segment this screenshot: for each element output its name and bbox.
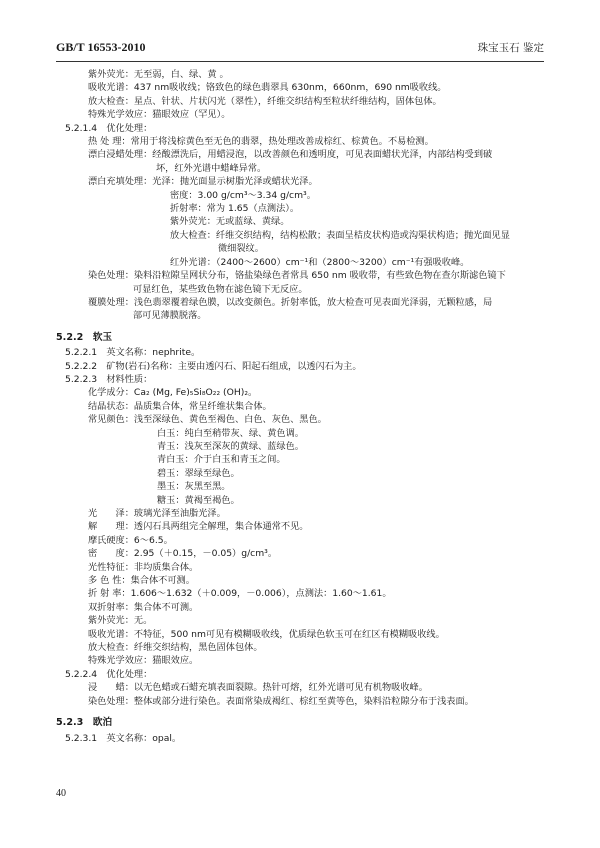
text-line: 漂白浸蜡处理：经酸漂洗后，用蜡浸泡，以改善颜色和透明度，可见表面蜡状光泽，内部结构受到破 <box>88 149 493 161</box>
text-line: 放大检查：纤维交织结构，结构松散；表面呈桔皮状构造或沟渠状构造；抛光面见显 <box>170 229 510 241</box>
text-line: 坏，红外光谱中蜡峰异常。 <box>156 162 267 174</box>
text-line: 漂白充填处理：光泽：抛光面显示树脂光泽或蜡状光泽。 <box>88 176 318 188</box>
text-line: 5.2.2.2 矿物(岩石)名称：主要由透闪石、阳起石组成，以透闪石为主。 <box>65 360 362 372</box>
text-line: 5.2.2.3 材料性质： <box>65 373 153 385</box>
text-line: 多 色 性：集合体不可测。 <box>88 575 195 587</box>
text-line: 青白玉：介于白玉和青玉之间。 <box>157 454 286 466</box>
text-line: 光性特征：非均质集合体。 <box>88 561 199 573</box>
text-line: 青玉：浅灰至深灰的黄绿、蓝绿色。 <box>157 440 304 452</box>
text-line: 摩氏硬度：6～6.5。 <box>88 534 173 546</box>
text-line: 折 射 率：1.606～1.632（＋0.009，－0.006），点测法：1.60～1.61。 <box>88 588 392 600</box>
text-line: 吸收光谱：不特征，500 nm可见有模糊吸收线，优质绿色软玉可在红区有模糊吸收线。 <box>88 628 445 640</box>
text-line: 密度：3.00 g/cm³～3.34 g/cm³。 <box>170 189 316 201</box>
text-line: 红外光谱：（2400～2600）cm⁻¹和（2800～3200）cm⁻¹有强吸收峰。 <box>170 256 470 268</box>
text-line: 5.2.3.1 英文名称：opal。 <box>65 732 182 744</box>
text-line: 双折射率：集合体不可测。 <box>88 601 199 613</box>
text-line: 染色处理：整体或部分进行染色。表面常染成褐红、棕红至黄等色，染料沿粒隙分布于浅表面。 <box>88 695 474 707</box>
text-line: 糖玉：黄褐至褐色。 <box>157 494 240 506</box>
text-line: 常见颜色：浅至深绿色、黄色至褐色、白色、灰色、黑色。 <box>88 414 327 426</box>
text-line: 热 处 理：常用于将浅棕黄色至无色的翡翠，热处理改善成棕红、棕黄色。不易检测。 <box>88 136 434 148</box>
header-rule <box>56 61 544 62</box>
text-line: 微细裂纹。 <box>218 243 264 255</box>
text-line: 紫外荧光：无至弱，白、绿、黄 。 <box>88 69 229 80</box>
section-heading: 5.2.2.4 优化处理： <box>65 668 153 680</box>
standard-number: GB/T 16553-2010 <box>56 40 146 54</box>
text-line: 解 理：透闪石具两组完全解理，集合体通常不见。 <box>88 521 309 533</box>
text-line: 可显红色，某些致色物在滤色镜下无反应。 <box>133 283 308 295</box>
text-line: 特殊光学效应：猫眼效应。 <box>88 655 199 667</box>
section-heading: 5.2.2 软玉 <box>56 331 113 343</box>
text-line: 密 度：2.95（＋0.15，－0.05）g/cm³。 <box>88 548 278 560</box>
text-line: 紫外荧光：无。 <box>88 615 153 627</box>
text-line: 覆膜处理：浅色翡翠覆着绿色膜，以改变颜色。折射率低，放大检查可见表面光泽弱，无颗粒感，局 <box>88 296 493 308</box>
text-line: 染色处理：染料沿粒隙呈网状分布，铬盐染绿色者常具 650 nm 吸收带，有些致色物在查尔斯滤色镜下 <box>88 270 506 282</box>
text-line: 浸 蜡：以无色蜡或石蜡充填表面裂隙。热针可熔，红外光谱可见有机物吸收峰。 <box>88 682 428 694</box>
section-heading: 5.2.3 欧泊 <box>56 717 113 729</box>
text-line: 结晶状态：晶质集合体，常呈纤维状集合体。 <box>88 400 272 412</box>
text-line: 碧玉：翠绿至绿色。 <box>157 467 240 479</box>
text-line: 折射率：常为 1.65（点测法）。 <box>170 203 300 215</box>
text-line: 化学成分：Ca₂ (Mg, Fe)₅Si₈O₂₂ (OH)₂。 <box>88 387 258 399</box>
text-line: 吸收光谱：437 nm吸收线；铬致色的绿色翡翠具 630nm，660nm，690 nm吸收线。 <box>88 82 447 94</box>
text-line: 5.2.2.1 英文名称：nephrite。 <box>65 347 201 359</box>
page-header <box>56 40 544 58</box>
text-line: 紫外荧光：无或蓝绿、黄绿。 <box>170 216 290 228</box>
text-line: 放大检查：星点、针状、片状闪光（翠性），纤维交织结构至粒状纤维结构，固体包体。 <box>88 95 442 107</box>
document-title: 珠宝玉石 鉴定 <box>477 42 544 54</box>
text-line: 墨玉：灰黑至黑。 <box>157 481 231 493</box>
page-body <box>56 68 556 745</box>
text-line: 特殊光学效应：猫眼效应（罕见）。 <box>88 109 231 121</box>
text-line: 放大检查：纤维交织结构，黑色固体包体。 <box>88 642 263 654</box>
text-line: 白玉：纯白至稍带灰、绿、黄色调。 <box>157 427 304 439</box>
section-heading: 5.2.1.4 优化处理： <box>65 122 153 134</box>
page-number: 40 <box>56 788 66 799</box>
text-line: 光 泽：玻璃光泽至油脂光泽。 <box>88 508 226 519</box>
text-line: 部可见薄膜脱落。 <box>133 310 207 322</box>
